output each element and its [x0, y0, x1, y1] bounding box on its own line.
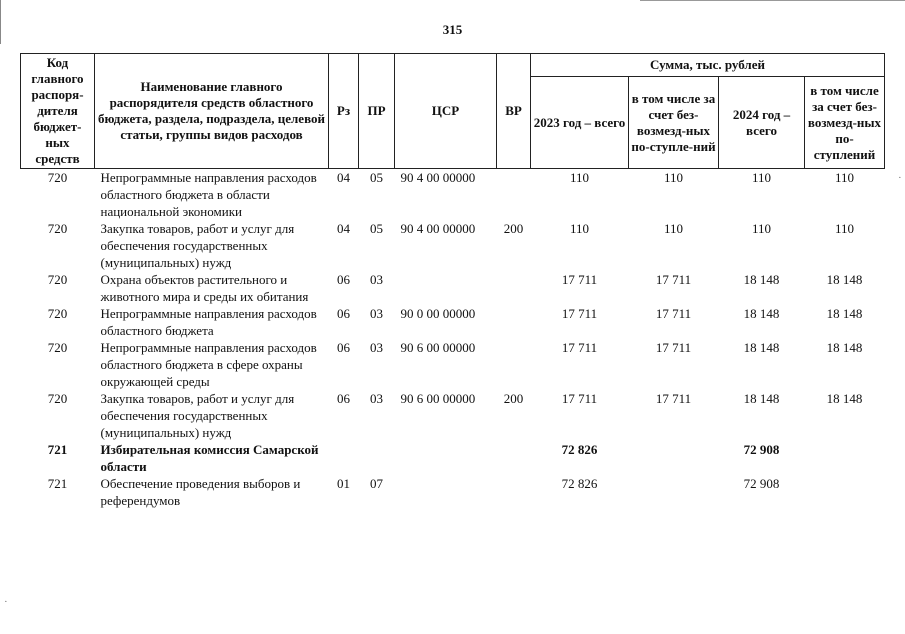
cell-2023-grants: 17 711	[655, 306, 692, 321]
page-number: 315	[442, 22, 463, 37]
cell-2024-grants: 18 148	[826, 272, 863, 287]
cell-pr: 03	[370, 340, 383, 355]
cell-2023-total: 17 711	[561, 391, 598, 406]
cell-2024-grants: 18 148	[826, 340, 863, 355]
cell-pr	[359, 441, 395, 475]
cell-pr: 03	[370, 272, 383, 287]
cell-2023-grants: 110	[663, 221, 684, 236]
cell-rz: 04	[337, 221, 350, 236]
cell-2024-grants: 18 148	[826, 391, 863, 406]
scan-artifact: ·	[4, 596, 8, 608]
cell-2023-total: 17 711	[561, 272, 598, 287]
cell-code: 720	[47, 391, 68, 406]
cell-2024-total: 72 908	[743, 442, 780, 457]
cell-name: Охрана объектов растительного и животного мира и среды их обитания	[100, 272, 309, 304]
cell-2023-grants: 17 711	[655, 391, 692, 406]
table-row	[21, 475, 885, 509]
cell-name: Закупка товаров, работ и услуг для обеспечения государственных (муниципальных) нужд	[100, 221, 295, 270]
cell-rz: 04	[337, 170, 350, 185]
cell-2023-grants	[629, 475, 719, 509]
table-row	[21, 220, 885, 271]
cell-pr: 03	[370, 306, 383, 321]
cell-csr: 90 4 00 00000	[400, 170, 476, 185]
cell-2024-total: 18 148	[743, 306, 780, 321]
cell-2024-total: 18 148	[743, 340, 780, 355]
header-2023-grants: в том числе за счет без-возмезд-ных по-ступле-ний	[629, 77, 719, 169]
cell-2023-total: 72 826	[561, 442, 598, 457]
cell-csr	[395, 475, 497, 509]
cell-2023-total: 110	[569, 170, 590, 185]
cell-2023-total: 72 826	[561, 476, 598, 491]
cell-rz	[329, 441, 359, 475]
cell-name: Непрограммные направления расходов областного бюджета	[100, 306, 317, 338]
cell-name: Избирательная комиссия Самарской области	[100, 442, 319, 474]
cell-rz: 06	[337, 391, 350, 406]
header-pr: ПР	[359, 54, 395, 169]
scan-edge-top	[640, 0, 905, 1]
cell-code: 721	[47, 476, 68, 491]
cell-2024-grants	[805, 441, 885, 475]
table-body	[21, 169, 885, 510]
cell-csr: 90 4 00 00000	[400, 221, 476, 236]
table-row	[21, 271, 885, 305]
cell-vr	[497, 305, 531, 339]
cell-code: 721	[47, 442, 68, 457]
cell-2024-grants: 18 148	[826, 306, 863, 321]
budget-table	[20, 53, 885, 509]
header-sum-group: Сумма, тыс. рублей	[531, 54, 885, 77]
cell-2023-total: 17 711	[561, 306, 598, 321]
cell-name: Обеспечение проведения выборов и референдумов	[100, 476, 301, 508]
cell-vr	[497, 339, 531, 390]
cell-csr	[395, 441, 497, 475]
header-rz: Рз	[329, 54, 359, 169]
cell-code: 720	[47, 340, 68, 355]
cell-csr: 90 0 00 00000	[400, 306, 476, 321]
cell-csr	[395, 271, 497, 305]
cell-pr: 03	[370, 391, 383, 406]
cell-2024-total: 110	[751, 170, 772, 185]
cell-2024-grants: 110	[834, 221, 855, 236]
table-row	[21, 305, 885, 339]
header-csr: ЦСР	[395, 54, 497, 169]
cell-vr	[497, 475, 531, 509]
cell-code: 720	[47, 306, 68, 321]
cell-vr	[497, 271, 531, 305]
cell-vr: 200	[503, 221, 524, 236]
cell-code: 720	[47, 170, 68, 185]
cell-2023-grants: 110	[663, 170, 684, 185]
cell-name: Непрограммные направления расходов областного бюджета в области национальной экономики	[100, 170, 317, 219]
cell-2024-total: 18 148	[743, 272, 780, 287]
header-name: Наименование главного распорядителя средств областного бюджета, раздела, подраздела, целевой статьи, группы видов расходов	[95, 54, 329, 169]
cell-name: Закупка товаров, работ и услуг для обеспечения государственных (муниципальных) нужд	[100, 391, 295, 440]
cell-2023-grants	[629, 441, 719, 475]
table-row	[21, 441, 885, 475]
cell-vr: 200	[503, 391, 524, 406]
table-row	[21, 390, 885, 441]
cell-2024-total: 110	[751, 221, 772, 236]
cell-pr: 05	[370, 221, 383, 236]
cell-2023-grants: 17 711	[655, 340, 692, 355]
header-vr: ВР	[497, 54, 531, 169]
scan-artifact: ·	[898, 172, 902, 184]
cell-name: Непрограммные направления расходов областного бюджета в сфере охраны окружающей среды	[100, 340, 317, 389]
cell-rz: 06	[337, 340, 350, 355]
cell-code: 720	[47, 221, 68, 236]
cell-pr: 07	[370, 476, 383, 491]
cell-rz: 06	[337, 272, 350, 287]
cell-csr: 90 6 00 00000	[400, 391, 476, 406]
header-2023-total: 2023 год – всего	[531, 77, 629, 169]
header-code: Код главного распоря-дителя бюджет-ных средств	[21, 54, 95, 169]
cell-code: 720	[47, 272, 68, 287]
cell-vr	[497, 441, 531, 475]
cell-rz: 01	[337, 476, 350, 491]
table-row	[21, 169, 885, 221]
header-2024-total: 2024 год – всего	[719, 77, 805, 169]
cell-csr: 90 6 00 00000	[400, 340, 476, 355]
cell-2024-grants	[805, 475, 885, 509]
cell-2023-grants: 17 711	[655, 272, 692, 287]
table-row	[21, 339, 885, 390]
cell-2023-total: 110	[569, 221, 590, 236]
cell-pr: 05	[370, 170, 383, 185]
cell-2024-total: 72 908	[743, 476, 780, 491]
cell-vr	[497, 169, 531, 221]
cell-rz: 06	[337, 306, 350, 321]
header-2024-grants: в том числе за счет без-возмезд-ных по-ступлений	[805, 77, 885, 169]
cell-2023-total: 17 711	[561, 340, 598, 355]
cell-2024-total: 18 148	[743, 391, 780, 406]
cell-2024-grants: 110	[834, 170, 855, 185]
